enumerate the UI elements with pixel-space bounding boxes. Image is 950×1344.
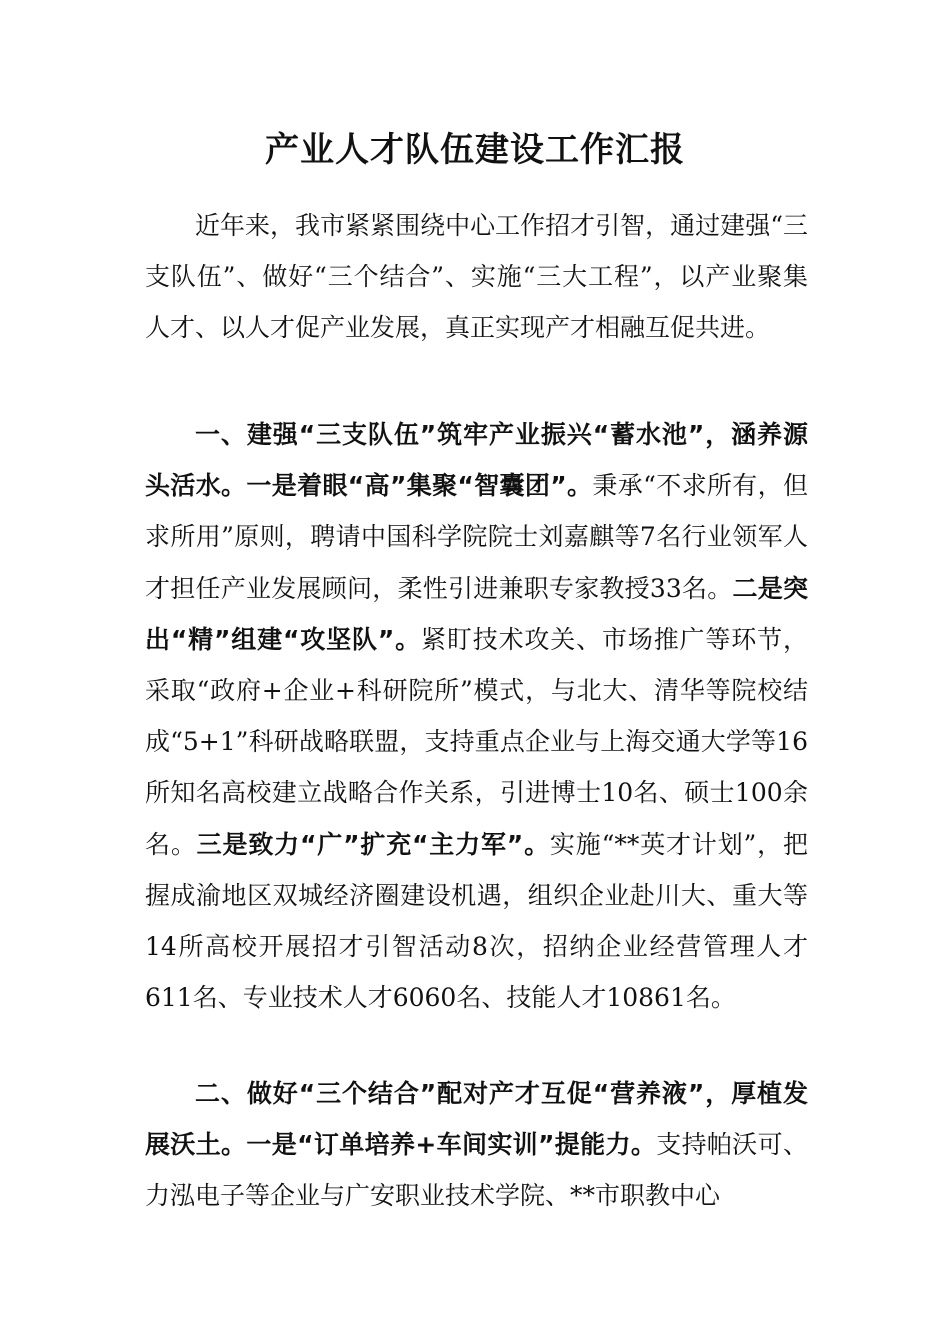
section-1-heading: 一、建强“三支队伍”筑牢产业振兴“蓄水池”，涵养源头活水。 [145,420,808,501]
section-2-heading: 二、做好“三个结合”配对产才互促“营养液”，厚植发展沃土。 [145,1079,808,1160]
section-2-paragraph [145,1068,808,1222]
section-1-point-1-title: 一是着眼“高”集聚“智囊团”。 [246,471,593,501]
section-1-point-2-title: 二是突出“精”组建“攻坚队”。 [145,573,808,654]
section-1-point-3-text: 实施“**英才计划”，把握成渝地区双城经济圈建设机遇，组织企业赴川大、重大等14所高校开展招才引智活动8次，招纳企业经营管理人才611名、专业技术人才6060名、技能人才10861名。 [145,829,808,1013]
section-2-point-1-text: 支持帕沃可、力泓电子等企业与广安职业技术学院、**市职教中心 [145,1130,808,1211]
section-1-point-3-title: 三是致力“广”扩充“主力军”。 [196,829,550,859]
intro-paragraph: 近年来，我市紧紧围绕中心工作招才引智，通过建强“三支队伍”、做好“三个结合”、实施“三大工程”，以产业聚集人才、以人才促产业发展，真正实现产才相融互促共进。 [145,211,808,343]
section-2-point-1-title: 一是“订单培养+车间实训”提能力。 [246,1130,657,1160]
section-1-point-1-text: 秉承“不求所有，但求所用”原则，聘请中国科学院院士刘嘉麒等7名行业领军人才担任产业发展顾问，柔性引进兼职专家教授33名。 [145,471,808,603]
section-1-paragraph [145,409,808,1023]
document-title: 产业人才队伍建设工作汇报 [265,130,685,170]
section-1-point-2-text: 紧盯技术攻关、市场推广等环节，采取“政府+企业+科研院所”模式，与北大、清华等院校结成“5+1”科研战略联盟，支持重点企业与上海交通大学等16所知名高校建立战略合作关系，引进博士10名、硕士100余名。 [145,624,808,859]
